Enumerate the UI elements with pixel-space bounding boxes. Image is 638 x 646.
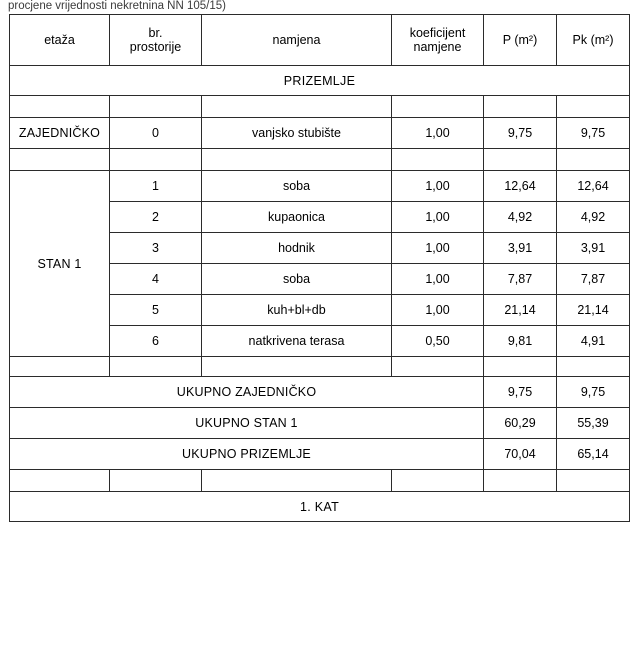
- total-label: UKUPNO ZAJEDNIČKO: [10, 377, 484, 408]
- cell-koef: 1,00: [392, 295, 484, 326]
- cell-br: 6: [110, 326, 202, 357]
- spacer-cell: [484, 470, 557, 492]
- table-body: [10, 66, 630, 522]
- total-p: 70,04: [484, 439, 557, 470]
- section-band-label: 1. KAT: [10, 492, 630, 522]
- cell-pk: 12,64: [557, 171, 630, 202]
- spacer-cell: [557, 357, 630, 377]
- spacer-row: [10, 149, 630, 171]
- spacer-cell: [110, 149, 202, 171]
- header-br-line1: br.: [148, 26, 163, 40]
- table-row-total-prizemlje: [10, 439, 630, 470]
- cell-etaza-zajednicko: ZAJEDNIČKO: [10, 118, 110, 149]
- table-row-total-stan1: [10, 408, 630, 439]
- spacer-cell: [202, 149, 392, 171]
- spacer-row: [10, 470, 630, 492]
- cell-koef-zajednicko: 1,00: [392, 118, 484, 149]
- cell-pk: 4,92: [557, 202, 630, 233]
- spacer-cell: [392, 149, 484, 171]
- spacer-cell: [110, 357, 202, 377]
- header-koeficijent: [392, 15, 484, 66]
- table-row-total-zajednicko: [10, 377, 630, 408]
- spacer-row: [10, 357, 630, 377]
- top-note-text: procjene vrijednosti nekretnina NN 105/15): [8, 0, 226, 12]
- spacer-cell: [10, 149, 110, 171]
- cell-pk: 4,91: [557, 326, 630, 357]
- spacer-cell: [10, 96, 110, 118]
- cell-br: 4: [110, 264, 202, 295]
- header-koef-line1: koeficijent: [409, 26, 466, 40]
- cell-namjena-zajednicko: vanjsko stubište: [202, 118, 392, 149]
- table-header: [10, 15, 630, 66]
- total-label: UKUPNO PRIZEMLJE: [10, 439, 484, 470]
- cell-pk-zajednicko: 9,75: [557, 118, 630, 149]
- spacer-cell: [484, 357, 557, 377]
- spacer-cell: [392, 357, 484, 377]
- cell-namjena: natkrivena terasa: [202, 326, 392, 357]
- cell-namjena: soba: [202, 264, 392, 295]
- cell-pk: 3,91: [557, 233, 630, 264]
- cell-namjena: hodnik: [202, 233, 392, 264]
- spacer-cell: [557, 149, 630, 171]
- section-band-prizemlje: [10, 66, 630, 96]
- header-p: P (m²): [484, 15, 557, 66]
- spacer-cell: [110, 470, 202, 492]
- spacer-cell: [557, 96, 630, 118]
- cell-p: 9,81: [484, 326, 557, 357]
- cell-koef: 0,50: [392, 326, 484, 357]
- header-etaza: etaža: [10, 15, 110, 66]
- spacer-cell: [202, 470, 392, 492]
- spacer-cell: [202, 357, 392, 377]
- spacer-row: [10, 96, 630, 118]
- section-band-prvi-kat: [10, 492, 630, 522]
- total-pk: 9,75: [557, 377, 630, 408]
- cell-namjena: kuh+bl+db: [202, 295, 392, 326]
- header-pk: Pk (m²): [557, 15, 630, 66]
- spacer-cell: [557, 470, 630, 492]
- cell-br-zajednicko: 0: [110, 118, 202, 149]
- spacer-cell: [202, 96, 392, 118]
- section-band-label: PRIZEMLJE: [10, 66, 630, 96]
- cell-br: 2: [110, 202, 202, 233]
- spacer-cell: [484, 149, 557, 171]
- cell-koef: 1,00: [392, 233, 484, 264]
- cell-p-zajednicko: 9,75: [484, 118, 557, 149]
- header-br-line2: prostorije: [129, 40, 182, 54]
- header-namjena: namjena: [202, 15, 392, 66]
- spacer-cell: [392, 96, 484, 118]
- cell-br: 3: [110, 233, 202, 264]
- table-row-zajednicko: [10, 118, 630, 149]
- cell-p: 3,91: [484, 233, 557, 264]
- header-br-prostorije: [110, 15, 202, 66]
- area-calculation-table: [9, 14, 630, 522]
- spacer-cell: [484, 96, 557, 118]
- cell-etaza-stan1: STAN 1: [10, 171, 110, 357]
- total-label: UKUPNO STAN 1: [10, 408, 484, 439]
- total-p: 9,75: [484, 377, 557, 408]
- cell-p: 12,64: [484, 171, 557, 202]
- cell-p: 21,14: [484, 295, 557, 326]
- total-pk: 65,14: [557, 439, 630, 470]
- table-header-row: [10, 15, 630, 66]
- header-koef-line2: namjene: [413, 40, 462, 54]
- cell-br: 1: [110, 171, 202, 202]
- total-pk: 55,39: [557, 408, 630, 439]
- spacer-cell: [10, 357, 110, 377]
- total-p: 60,29: [484, 408, 557, 439]
- cell-koef: 1,00: [392, 264, 484, 295]
- cell-pk: 7,87: [557, 264, 630, 295]
- spacer-cell: [10, 470, 110, 492]
- cell-p: 7,87: [484, 264, 557, 295]
- spacer-cell: [110, 96, 202, 118]
- cell-namjena: kupaonica: [202, 202, 392, 233]
- cell-br: 5: [110, 295, 202, 326]
- cell-koef: 1,00: [392, 202, 484, 233]
- table-row-stan1-1: [10, 171, 630, 202]
- cell-pk: 21,14: [557, 295, 630, 326]
- cell-p: 4,92: [484, 202, 557, 233]
- cell-namjena: soba: [202, 171, 392, 202]
- cell-koef: 1,00: [392, 171, 484, 202]
- spacer-cell: [392, 470, 484, 492]
